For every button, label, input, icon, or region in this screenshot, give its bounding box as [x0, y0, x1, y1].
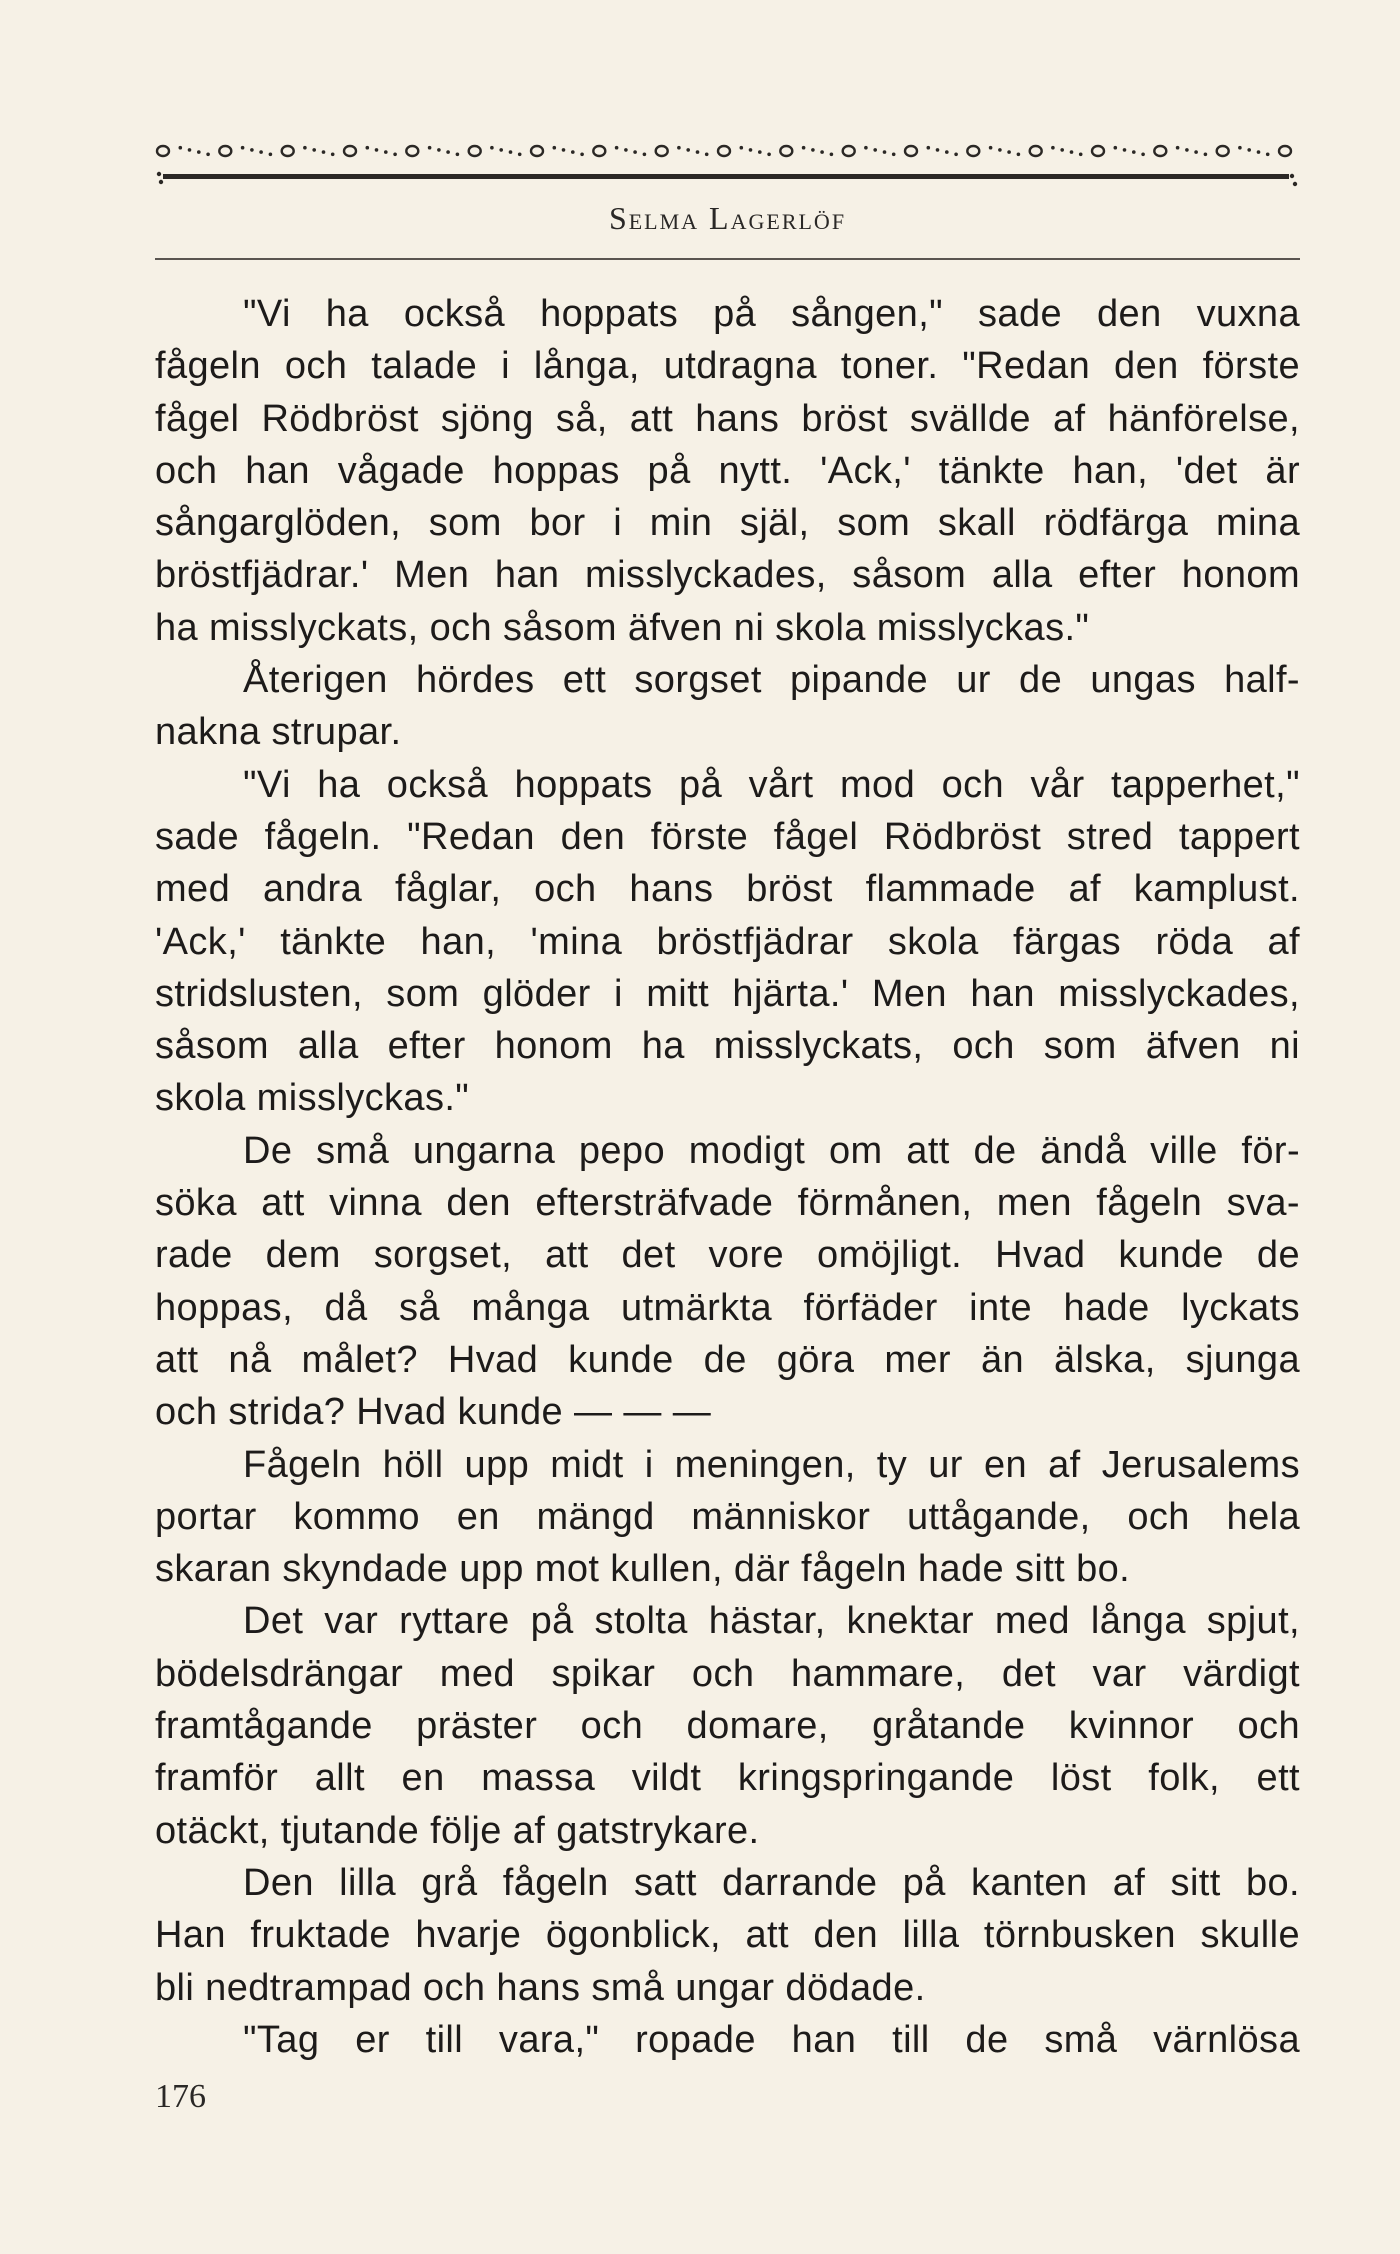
text-line: nakna strupar. [155, 711, 402, 754]
text-line: och han vågade hoppas på nytt. 'Ack,' tänkte han, 'det är [155, 449, 1300, 492]
ornament-dot [490, 146, 494, 150]
text-line: Den lilla grå fågeln satt darrande på kanten af sitt bo. [243, 1861, 1300, 1904]
ornament-ring [282, 146, 294, 156]
ornament-ring [344, 146, 356, 156]
ornament-dot [553, 146, 557, 150]
ornament-dot [197, 150, 201, 154]
text-line: sångarglöden, som bor i min själ, som skall rödfärga mina [155, 502, 1300, 545]
ornament-dot [1266, 153, 1270, 157]
page-number: 176 [155, 2078, 206, 2115]
ornament-ring [1154, 146, 1166, 156]
ornament-dot [1204, 153, 1208, 157]
ornament-ring [967, 146, 979, 156]
ornament-dot [509, 150, 513, 154]
ornament-dot [206, 153, 210, 157]
ornament-dot [562, 148, 566, 152]
ornament-dot [428, 146, 432, 150]
header-rule [155, 258, 1300, 260]
ornament-dot [1238, 146, 1242, 150]
text-line: Det var ryttare på stolta hästar, knektar med långa spjut, [243, 1600, 1300, 1643]
text-line: "Vi ha också hoppats på sången," sade den vuxna [243, 293, 1300, 335]
ornament-dot [375, 148, 379, 152]
text-line: sade fågeln. "Redan den förste fågel Rödbröst stred tappert [155, 815, 1300, 858]
ornament-dot [1114, 146, 1118, 150]
ornament-dot [1123, 148, 1127, 152]
ornament-dot [331, 153, 335, 157]
ornament-dot [366, 146, 370, 150]
body-text [155, 288, 1300, 2066]
text-line: De små ungarna pepo modigt om att de ändå ville för- [243, 1129, 1300, 1172]
text-line: rade dem sorgset, att det vore omöjligt. Hvad kunde de [155, 1234, 1300, 1277]
ornament-dot [1007, 150, 1011, 154]
ornament-dot [864, 146, 868, 150]
ornament-dot [936, 148, 940, 152]
ornament-dot [830, 153, 834, 157]
ornament-dot [1079, 153, 1083, 157]
text-line: bröstfjädrar.' Men han misslyckades, såsom alla efter honom [155, 554, 1300, 597]
ornament-dot [580, 153, 584, 157]
text-line: fågeln och talade i långa, utdragna toner. "Redan den förste [155, 345, 1300, 388]
ornament-dot [927, 146, 931, 150]
ornament-dot [1017, 153, 1021, 157]
text-line: framtågande präster och domare, gråtande kvinnor och [155, 1705, 1300, 1748]
ornament-dot [384, 150, 388, 154]
text-line: stridslusten, som glöder i mitt hjärta.' Men han misslyckades, [155, 972, 1300, 1015]
text-line: och strida? Hvad kunde — — — [155, 1391, 712, 1434]
text-line: "Tag er till vara," ropade han till de små värnlösa [243, 2018, 1300, 2061]
ornament-dot [259, 150, 263, 154]
ornament-dot [1257, 150, 1261, 154]
ornament-ring [406, 146, 418, 156]
ornament-ring [905, 146, 917, 156]
ornament-ring [718, 146, 730, 156]
text-line: ha misslyckats, och såsom äfven ni skola misslyckas." [155, 606, 1090, 649]
ornament-dot [883, 150, 887, 154]
ornament-dot [303, 146, 307, 150]
text-line: 'Ack,' tänkte han, 'mina bröstfjädrar skola färgas röda af [155, 920, 1300, 963]
ornament-dot [1141, 153, 1145, 157]
text-line: Återigen hördes ett sorgset pipande ur de ungas half- [243, 659, 1300, 702]
running-head: Selma Lagerlöf [608, 200, 847, 236]
text-line: bödelsdrängar med spikar och hammare, det var värdigt [155, 1652, 1300, 1695]
text-line: "Vi ha också hoppats på vårt mod och vår tapperhet," [243, 763, 1300, 806]
ornament-dot [820, 150, 824, 154]
ornament-dot [1194, 150, 1198, 154]
ornament-dot [1051, 146, 1055, 150]
ornament-dot [1185, 148, 1189, 152]
ornament-dot [624, 148, 628, 152]
ornament-dot [269, 153, 273, 157]
text-line: såsom alla efter honom ha misslyckats, och som äfven ni [155, 1025, 1300, 1068]
ornament-dot [393, 153, 397, 157]
ornament-dot [615, 146, 619, 150]
ornament-ring [469, 146, 481, 156]
ornament-dot [873, 148, 877, 152]
ornament-dot [633, 150, 637, 154]
ornament-dot [811, 148, 815, 152]
ornament-ring [1279, 146, 1291, 156]
ornament-dot [322, 150, 326, 154]
ornament-dot [740, 146, 744, 150]
ornament-dot [1176, 146, 1180, 150]
ornament-dot [758, 150, 762, 154]
ornament-dot [571, 150, 575, 154]
ornament-dot [456, 153, 460, 157]
ornament-dot [241, 146, 245, 150]
ornament-dot [446, 150, 450, 154]
ornament-ring [1092, 146, 1104, 156]
ornament-ring [219, 146, 231, 156]
ornament-dot [705, 153, 709, 157]
text-line: Han fruktade hvarje ögonblick, att den lilla törnbusken skulle [155, 1914, 1300, 1957]
ornament-dot [437, 148, 441, 152]
text-line: portar kommo en mängd människor uttågande, och hela [155, 1495, 1300, 1538]
ornament-ring [593, 146, 605, 156]
text-line: söka att vinna den eftersträfvade förmånen, men fågeln sva- [155, 1182, 1300, 1225]
ornament-dot [518, 153, 522, 157]
ornament-dot [998, 148, 1002, 152]
ornament-dot [188, 148, 192, 152]
ornament-ring [843, 146, 855, 156]
ornament-dot [643, 153, 647, 157]
ornament-dot [749, 148, 753, 152]
ornament-dot [767, 153, 771, 157]
text-line: hoppas, då så många utmärkta förfäder inte hade lyckats [155, 1286, 1300, 1329]
text-line: skola misslyckas." [155, 1077, 470, 1120]
ornament-ring [1030, 146, 1042, 156]
text-line: att nå målet? Hvad kunde de göra mer än älska, sjunga [155, 1338, 1300, 1381]
ornamental-border-icon [155, 124, 1300, 194]
ornament-dot [892, 153, 896, 157]
ornament-dot [250, 148, 254, 152]
text-line: Fågeln höll upp midt i meningen, ty ur en af Jerusalems [243, 1443, 1300, 1486]
ornament-ring [656, 146, 668, 156]
text-line: otäckt, tjutande följe af gatstrykare. [155, 1809, 760, 1852]
text-line: bli nedtrampad och hans små ungar dödade. [155, 1966, 926, 2009]
ornament-dot [802, 146, 806, 150]
ornament-dot [1060, 148, 1064, 152]
text-line: framför allt en massa vildt kringspringande löst folk, ett [155, 1757, 1300, 1800]
ornament-ring [157, 146, 169, 156]
ornament-dot [499, 148, 503, 152]
text-line: fågel Rödbröst sjöng så, att hans bröst svällde af hänförelse, [155, 397, 1300, 440]
ornament-dot [945, 150, 949, 154]
ornament-dot [1132, 150, 1136, 154]
ornament-dot [696, 150, 700, 154]
ornament-dot [1070, 150, 1074, 154]
ornament-dot [686, 148, 690, 152]
ornament-dot [677, 146, 681, 150]
ornament-ring [1217, 146, 1229, 156]
ornament-dot [179, 146, 183, 150]
ornament-ring [780, 146, 792, 156]
text-line: skaran skyndade upp mot kullen, där fågeln hade sitt bo. [155, 1548, 1131, 1591]
ornament-dot [1247, 148, 1251, 152]
ornament-dot [989, 146, 993, 150]
ornament-dot [954, 153, 958, 157]
text-line: med andra fåglar, och hans bröst flammade af kamplust. [155, 868, 1300, 911]
ornament-dot [312, 148, 316, 152]
ornament-ring [531, 146, 543, 156]
